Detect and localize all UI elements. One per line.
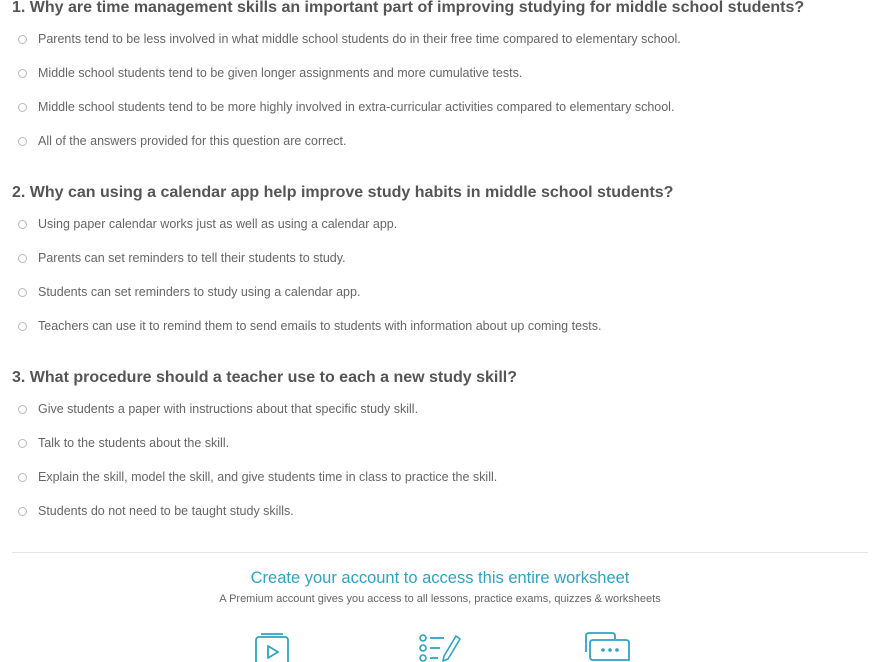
answer-option[interactable] (12, 309, 872, 343)
answer-label: All of the answers provided for this question are correct. (38, 134, 347, 148)
answer-label: Talk to the students about the skill. (38, 436, 230, 450)
answer-label: Teachers can use it to remind them to send emails to students with information about up coming tests. (38, 319, 602, 333)
answer-label: Middle school students tend to be given longer assignments and more cumulative tests. (38, 66, 523, 80)
answer-option[interactable] (12, 241, 872, 275)
question-title: 1. Why are time management skills an important part of improving studying for middle school students? (12, 0, 805, 16)
radio-button[interactable] (18, 69, 27, 78)
answer-label: Students do not need to be taught study skills. (38, 504, 294, 518)
answer-option[interactable] (12, 426, 872, 460)
question-title: 3. What procedure should a teacher use to each a new study skill? (12, 369, 518, 386)
answer-option[interactable] (12, 207, 872, 241)
radio-button[interactable] (18, 35, 27, 44)
radio-button[interactable] (18, 507, 27, 516)
answer-label: Explain the skill, model the skill, and give students time in class to practice the skill. (38, 470, 498, 484)
answer-label: Using paper calendar works just as well as using a calendar app. (38, 217, 398, 231)
answer-label: Middle school students tend to be more highly involved in extra-curricular activities compared to elementary school. (38, 100, 675, 114)
answer-option[interactable] (12, 460, 872, 494)
answer-option[interactable] (12, 56, 872, 90)
section-divider (12, 552, 868, 553)
answer-label: Parents tend to be less involved in what middle school students do in their free time compared to elementary school. (38, 32, 681, 46)
video-lesson-icon (252, 630, 292, 662)
question-1 (12, 0, 872, 158)
radio-button[interactable] (18, 137, 27, 146)
radio-button[interactable] (18, 103, 27, 112)
chat-bubbles-icon (582, 630, 632, 662)
question-title: 2. Why can using a calendar app help improve study habits in middle school students? (12, 184, 674, 201)
radio-button[interactable] (18, 254, 27, 263)
radio-button[interactable] (18, 220, 27, 229)
quiz-checklist-icon (418, 630, 462, 662)
answer-label: Give students a paper with instructions about that specific study skill. (38, 402, 419, 416)
radio-button[interactable] (18, 439, 27, 448)
answer-option[interactable] (12, 90, 872, 124)
answer-option[interactable] (12, 275, 872, 309)
answer-option[interactable] (12, 392, 872, 426)
answer-option[interactable] (12, 22, 872, 56)
premium-subtitle: A Premium account gives you access to all lessons, practice exams, quizzes & worksheets (219, 593, 661, 605)
answer-option[interactable] (12, 124, 872, 158)
question-3 (12, 368, 872, 528)
create-account-link[interactable]: Create your account to access this entire worksheet (250, 569, 630, 587)
answer-option[interactable] (12, 494, 872, 528)
question-2 (12, 183, 872, 343)
radio-button[interactable] (18, 322, 27, 331)
answer-label: Students can set reminders to study using a calendar app. (38, 285, 361, 299)
answer-label: Parents can set reminders to tell their students to study. (38, 251, 346, 265)
radio-button[interactable] (18, 288, 27, 297)
radio-button[interactable] (18, 473, 27, 482)
radio-button[interactable] (18, 405, 27, 414)
